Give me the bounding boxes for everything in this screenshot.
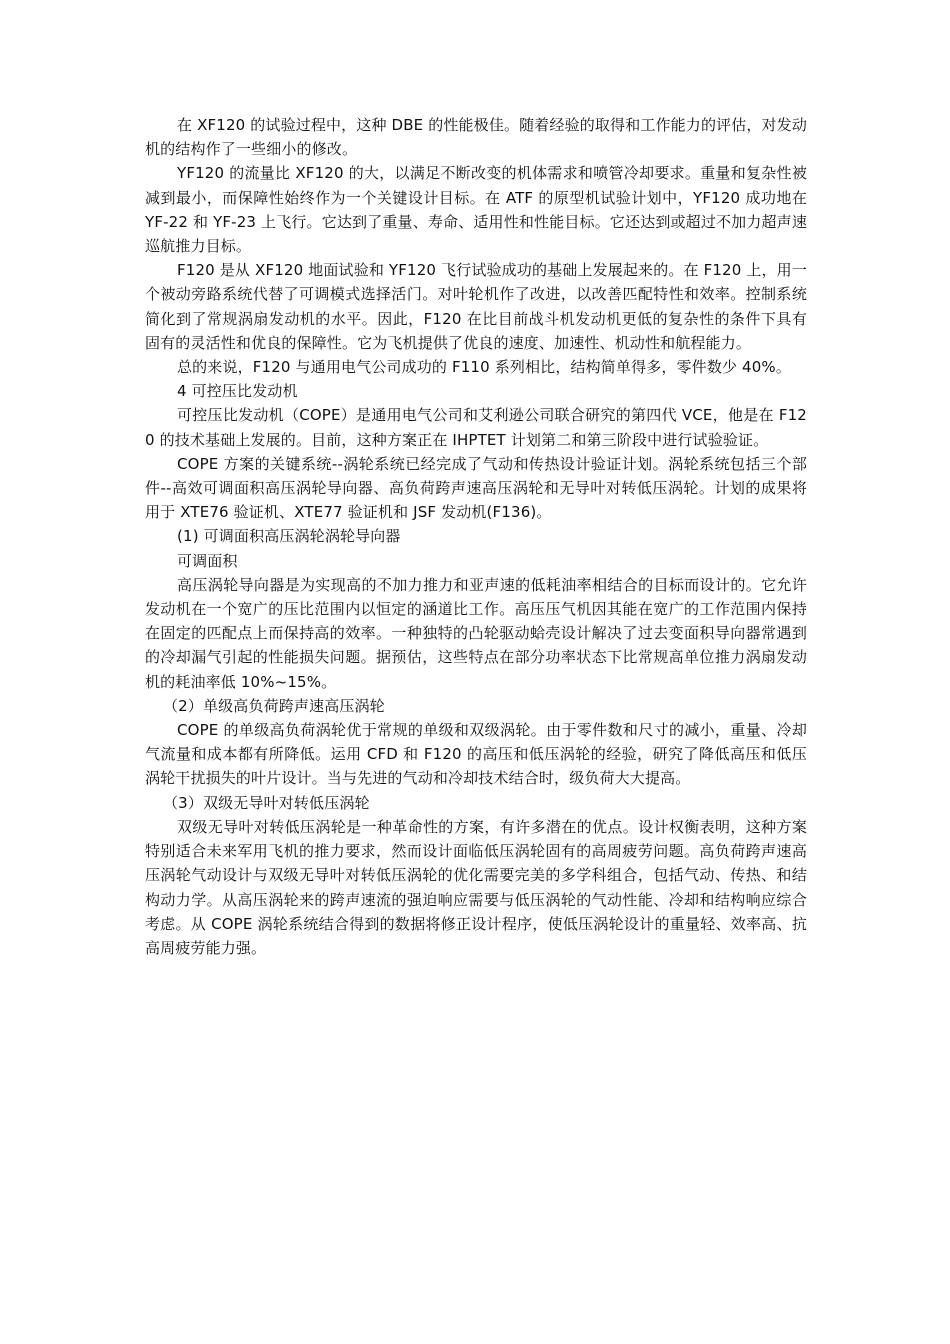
paragraph-counter-rotating-turbine: 双级无导叶对转低压涡轮是一种革命性的方案，有许多潜在的优点。设计权衡表明，这种方案特别适合未来军用飞机的推力要求，然而设计面临低压涡轮固有的高周疲劳问题。高负荷跨声速高压涡轮气动设计与双级无导叶对转低压涡轮的优化需要完美的多学科组合，包括气动、传热、和结构动力学。从高压涡轮来的跨声速流的强迫响应需要与低压涡轮的气动性能、冷却和结构响应综合考虑。从 COPE 涡轮系统结合得到的数据将修正设计程序，使低压涡轮设计的重量轻、效率高、抗高周疲劳能力强。 xyxy=(145,817,807,957)
paragraph-single-stage-turbine: COPE 的单级高负荷涡轮优于常规的单级和双级涡轮。由于零件数和尺寸的减小，重量、冷却气流量和成本都有所降低。运用 CFD 和 F120 的高压和低压涡轮的经验，研究了降低高压和低压涡轮干扰损失的叶片设计。当与先进的气动和冷却技术结合时，级负荷大大提高。 xyxy=(145,721,807,788)
paragraph-yf120-flow: YF120 的流量比 XF120 的大，以满足不断改变的机体需求和喷管冷却要求。重量和复杂性被减到最小，而保障性始终作为一个关键设计目标。在 ATF 的原型机试验计划中，YF120 成功地在 YF-22 和 YF-23 上飞行。它达到了重量、寿命、适用性和性能目标。它还达到或超过不加力超声速巡航推力目标。 xyxy=(145,164,807,256)
paragraph-hp-turbine-nozzle: 高压涡轮导向器是为实现高的不加力推力和亚声速的低耗油率相结合的目标而设计的。它允许发动机在一个宽广的压比范围内以恒定的涵道比工作。高压压气机因其能在宽广的工作范围内保持在固定的匹配点上而保持高的效率。一种独特的凸轮驱动蛤壳设计解决了过去变面积导向器常遇到的冷却漏气引起的性能损失问题。据预估，这些特点在部分功率状态下比常规高单位推力涡扇发动机的耗油率低 10%~15%。 xyxy=(145,575,807,691)
paragraph-cope-intro: 可控压比发动机（COPE）是通用电气公司和艾利逊公司联合研究的第四代 VCE，他是在 F120 的技术基础上发展的。目前，这种方案正在 IHPTET 计划第二和第三阶段中进行试验验证。 xyxy=(145,406,807,449)
paragraph-f120-development: F120 是从 XF120 地面试验和 YF120 飞行试验成功的基础上发展起来的。在 F120 上，用一个被动旁路系统代替了可调模式选择活门。对叶轮机作了改进，以改善匹配特性和效率。控制系统简化到了常规涡扇发动机的水平。因此，F120 在比目前战斗机发动机更低的复杂性的条件下具有固有的灵活性和优良的保障性。它为飞机提供了优良的速度、加速性、机动性和航程能力。 xyxy=(145,261,807,352)
document-body xyxy=(145,113,807,960)
subheading-counter-rotating-lp-turbine: （3）双级无导叶对转低压涡轮 xyxy=(163,793,370,812)
subheading-variable-area: 可调面积 xyxy=(177,551,238,570)
paragraph-cope-turbine-system: COPE 方案的关键系统--涡轮系统已经完成了气动和传热设计验证计划。涡轮系统包括三个部件--高效可调面积高压涡轮导向器、高负荷跨声速高压涡轮和无导叶对转低压涡轮。计划的成果将用于 XTE76 验证机、XTE77 验证机和 JSF 发动机(F136)。 xyxy=(145,454,807,522)
subheading-single-stage-hp-turbine: （2）单级高负荷跨声速高压涡轮 xyxy=(163,696,385,715)
section-heading-cope: 4 可控压比发动机 xyxy=(177,382,298,401)
subheading-variable-area-nozzle: (1) 可调面积高压涡轮涡轮导向器 xyxy=(177,527,401,546)
paragraph-summary: 总的来说，F120 与通用电气公司成功的 F110 系列相比，结构简单得多，零件数少 40%。 xyxy=(177,358,791,377)
paragraph-xf120-test: 在 XF120 的试验过程中，这种 DBE 的性能极佳。随着经验的取得和工作能力的评估，对发动机的结构作了一些细小的修改。 xyxy=(145,116,807,159)
